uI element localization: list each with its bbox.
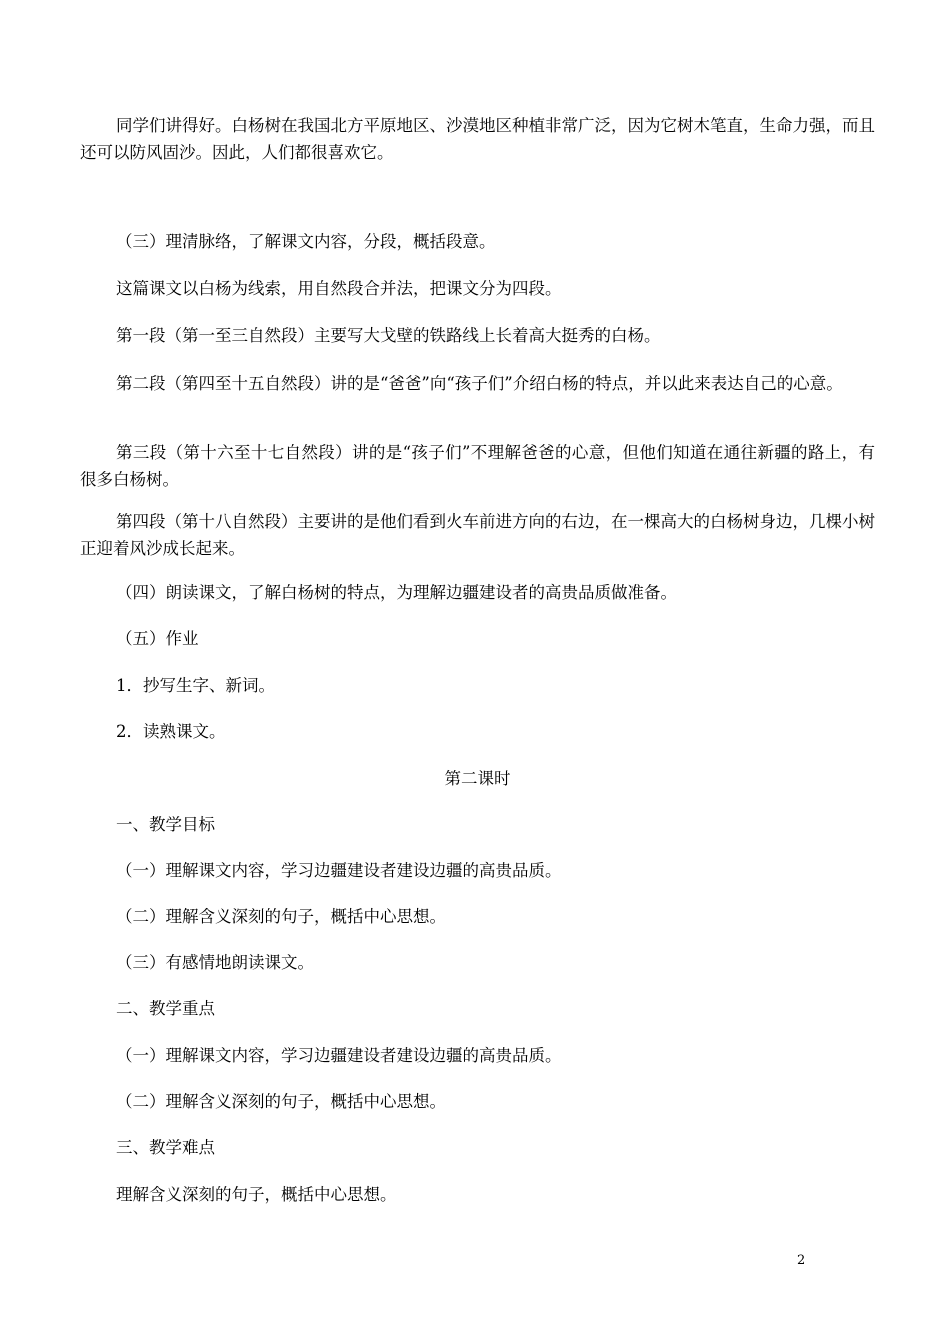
focus-two: （二）理解含义深刻的句子，概括中心思想。 <box>116 1092 446 1111</box>
paragraph-white-poplar-intro: 同学们讲得好。白杨树在我国北方平原地区、沙漠地区种植非常广泛，因为它树木笔直，生命力强，而且还可以防风固沙。因此，人们都很喜欢它。 <box>80 116 875 162</box>
paragraph-section-five-heading: （五）作业 <box>116 629 199 648</box>
paragraph-segment-four: 第四段（第十八自然段）主要讲的是他们看到火车前进方向的右边，在一棵高大的白杨树身边，几棵小树正迎着风沙成长起来。 <box>80 512 875 558</box>
paragraph-section-four-heading: （四）朗读课文，了解白杨树的特点，为理解边疆建设者的高贵品质做准备。 <box>116 583 677 602</box>
paragraph-section-three-heading: （三）理清脉络，了解课文内容，分段，概括段意。 <box>116 232 496 251</box>
goal-two: （二）理解含义深刻的句子，概括中心思想。 <box>116 907 446 926</box>
paragraph-structure-summary: 这篇课文以白杨为线索，用自然段合并法，把课文分为四段。 <box>116 279 562 298</box>
heading-teaching-difficulty: 三、教学难点 <box>116 1138 215 1157</box>
paragraph-segment-one: 第一段（第一至三自然段）主要写大戈壁的铁路线上长着高大挺秀的白杨。 <box>116 326 661 345</box>
lesson-two-title: 第二课时 <box>444 769 511 788</box>
paragraph-homework-two: 2．读熟课文。 <box>116 722 226 741</box>
heading-teaching-focus: 二、教学重点 <box>116 999 215 1018</box>
paragraph-homework-one: 1．抄写生字、新词。 <box>116 676 275 695</box>
paragraph-segment-three: 第三段（第十六至十七自然段）讲的是“孩子们”不理解爸爸的心意，但他们知道在通往新疆的路上，有很多白杨树。 <box>80 443 875 489</box>
paragraph-segment-two: 第二段（第四至十五自然段）讲的是“爸爸”向“孩子们”介绍白杨的特点，并以此来表达自己的心意。 <box>116 374 843 393</box>
difficulty-text: 理解含义深刻的句子，概括中心思想。 <box>116 1185 397 1204</box>
focus-one: （一）理解课文内容，学习边疆建设者建设边疆的高贵品质。 <box>116 1046 562 1065</box>
goal-three: （三）有感情地朗读课文。 <box>116 953 314 972</box>
page-number: 2 <box>797 1253 806 1268</box>
heading-teaching-goals: 一、教学目标 <box>116 815 215 834</box>
goal-one: （一）理解课文内容，学习边疆建设者建设边疆的高贵品质。 <box>116 861 562 880</box>
